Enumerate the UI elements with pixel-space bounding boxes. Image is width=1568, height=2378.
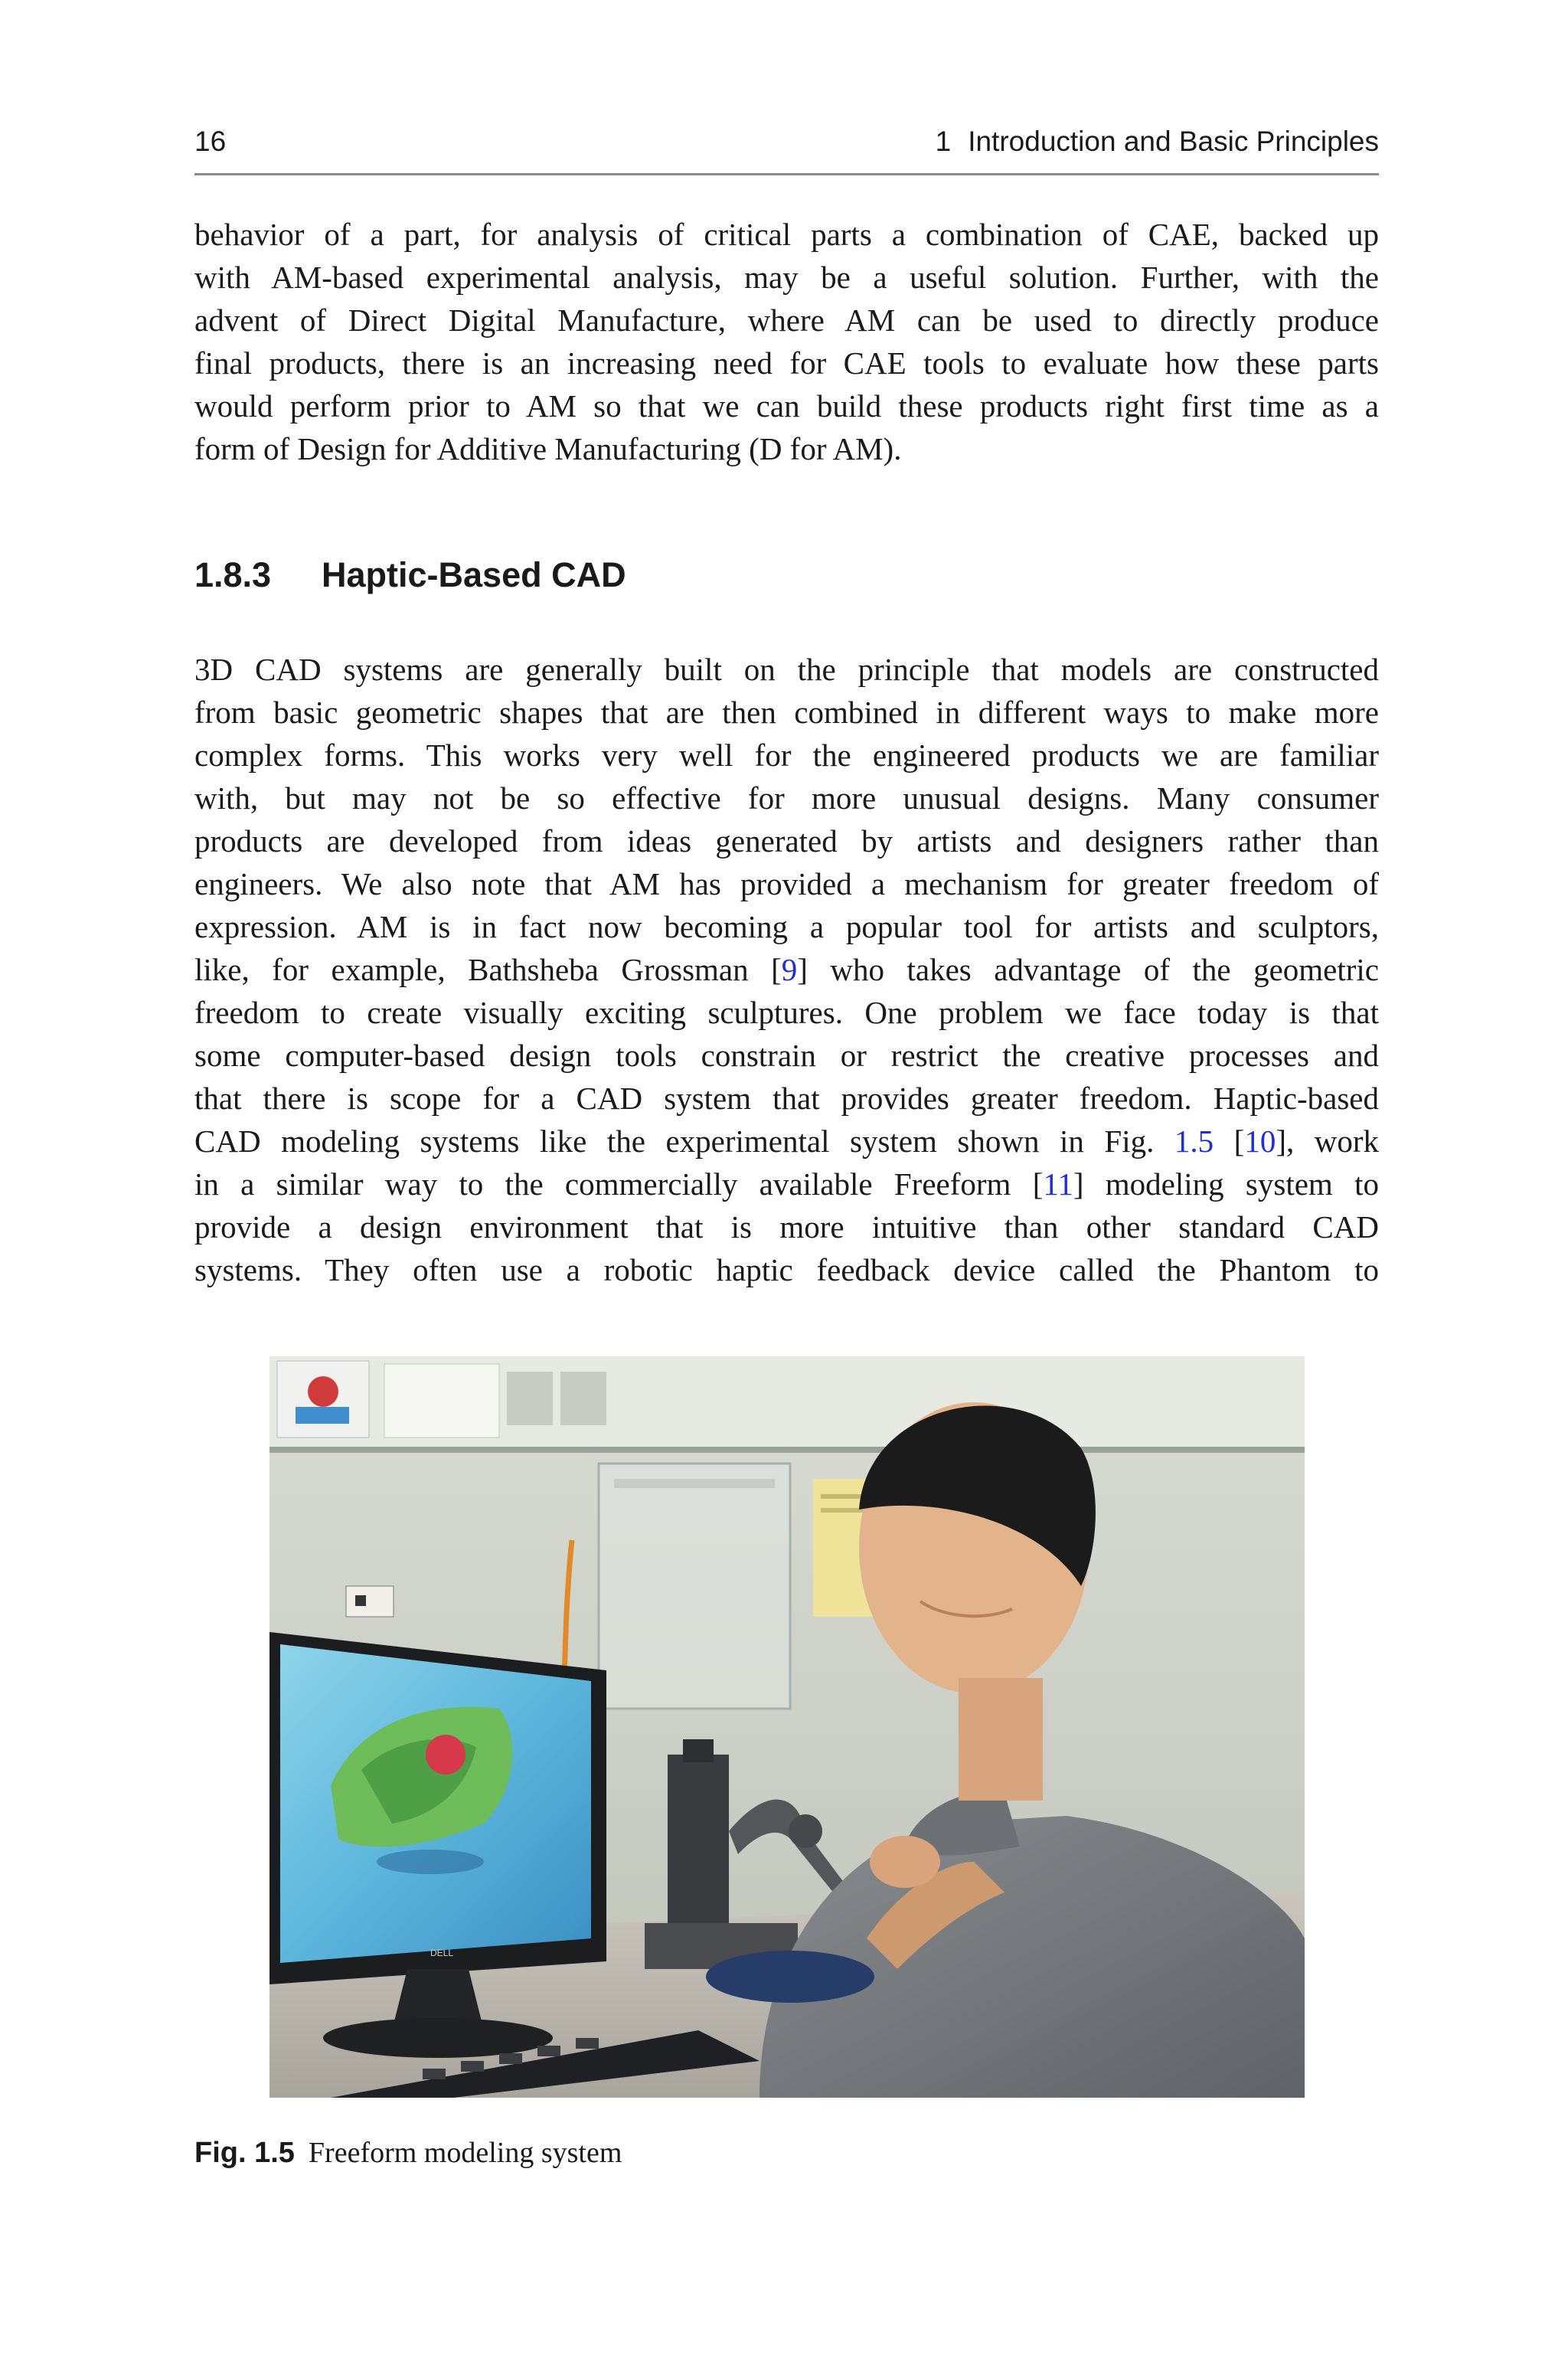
text-line: complex forms. This works very well for the engineered products we are familiar [194, 738, 1379, 773]
chapter-title: Introduction and Basic Principles [968, 126, 1379, 157]
figure-caption-text: Freeform modeling system [308, 2137, 622, 2169]
monitor-brand: DELL [430, 1948, 454, 1958]
text-line: form of Design for Additive Manufacturing (D for AM). [194, 431, 902, 466]
section-heading [194, 555, 626, 595]
text-segment: in a similar way to the commercially available Freeform [ [194, 1166, 1044, 1202]
text-line: systems. They often use a robotic haptic feedback device called the Phantom to [194, 1252, 1379, 1287]
section-number: 1.8.3 [194, 555, 272, 594]
text-segment: CAD modeling systems like the experimental system shown in Fig. [194, 1124, 1174, 1159]
text-line: behavior of a part, for analysis of critical parts a combination of CAE, backed up [194, 217, 1379, 252]
text-segment: like, for example, Bathsheba Grossman [ [194, 952, 782, 987]
text-line: expression. AM is in fact now becoming a popular tool for artists and sculptors, [194, 909, 1379, 944]
text-line: would perform prior to AM so that we can build these products right first time as a [194, 388, 1379, 424]
text-segment: ], work [1276, 1124, 1380, 1159]
text-line: with, but may not be so effective for more unusual designs. Many consumer [194, 780, 1379, 816]
running-head [936, 126, 1379, 158]
text-line: some computer-based design tools constrain or restrict the creative processes and [194, 1038, 1379, 1073]
page-header [194, 123, 1379, 175]
chapter-number: 1 [935, 126, 952, 157]
figure-photo-freeform-system [270, 1356, 1305, 2098]
figure-link[interactable]: 1.5 [1174, 1124, 1214, 1159]
text-line: with AM-based experimental analysis, may be a useful solution. Further, with the [194, 260, 1379, 295]
paragraph-cae [194, 213, 1379, 470]
text-line: freedom to create visually exciting sculptures. One problem we face today is that [194, 995, 1379, 1030]
text-line: advent of Direct Digital Manufacture, where AM can be used to directly produce [194, 303, 1379, 338]
text-line: from basic geometric shapes that are then combined in different ways to make more [194, 695, 1379, 730]
text-segment: ] modeling system to [1073, 1166, 1379, 1202]
text-line: products are developed from ideas generated by artists and designers rather than [194, 823, 1379, 859]
section-title: Haptic-Based CAD [322, 555, 626, 594]
text-line [194, 1163, 1379, 1205]
text-line [194, 948, 1379, 991]
page-number: 16 [194, 126, 227, 157]
citation-link[interactable]: 11 [1043, 1166, 1073, 1202]
text-segment: ] who takes advantage of the geometric [797, 952, 1379, 987]
figure-label: Fig. 1.5 [194, 2137, 295, 2169]
photo-illustration [270, 1356, 1305, 2098]
citation-link[interactable]: 10 [1244, 1124, 1276, 1159]
citation-link[interactable]: 9 [781, 952, 798, 987]
figure-caption [194, 2136, 622, 2170]
text-line: provide a design environment that is more intuitive than other standard CAD [194, 1209, 1379, 1245]
text-line: engineers. We also note that AM has provided a mechanism for greater freedom of [194, 866, 1379, 901]
text-segment: [ [1214, 1124, 1245, 1159]
text-line: 3D CAD systems are generally built on the principle that models are constructed [194, 652, 1379, 687]
text-line: final products, there is an increasing need for CAE tools to evaluate how these parts [194, 345, 1379, 381]
text-line: that there is scope for a CAD system that provides greater freedom. Haptic-based [194, 1081, 1379, 1116]
text-line [194, 1120, 1379, 1163]
paragraph-haptic-cad [194, 648, 1379, 1291]
